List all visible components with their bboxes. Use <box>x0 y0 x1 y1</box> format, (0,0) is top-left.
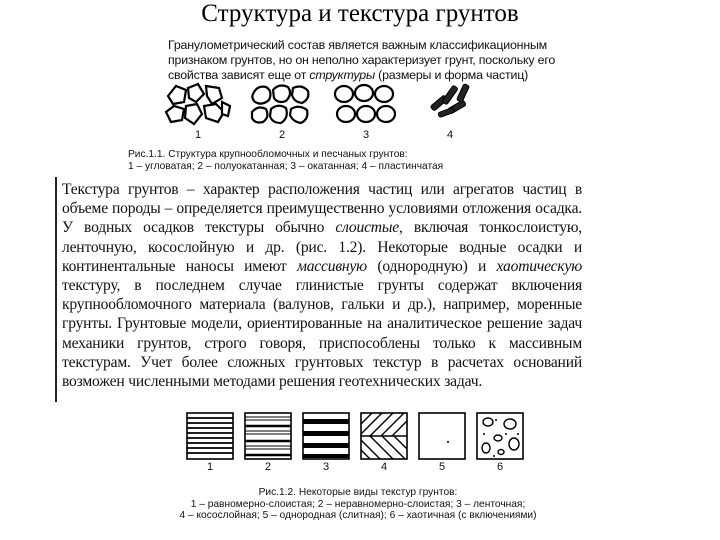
angular-grains-drawing <box>164 82 232 128</box>
margin-rule <box>55 177 57 402</box>
texture-emphasis-layered: слоистые <box>335 219 399 237</box>
structure-platy <box>416 82 484 142</box>
non-uniform-layered-drawing <box>244 412 292 460</box>
texture-text-1: Текстура грунтов – характер расположения частиц или агрегатов частиц в объеме породы – определяется преимущественно условиями отложения осадка. У водных осадков текстуры обычно <box>62 181 582 237</box>
texture-chaotic-inclusions <box>476 412 524 474</box>
figure-2-caption-line-1: 1 – равномерно-слоистая; 2 – неравномерно-слоистая; 3 – ленточная; <box>190 498 526 510</box>
structure-number: 2 <box>278 129 286 141</box>
figure-1-caption-body: 1 – угловатая; 2 – полуокатанная; 3 – окатанная; 4 – пластинчатая <box>128 160 444 172</box>
homogeneous-drawing <box>418 412 466 460</box>
structure-angular <box>164 82 232 142</box>
structure-number: 3 <box>362 129 370 141</box>
intro-text-end: (размеры и форма частиц) <box>374 68 529 82</box>
figure-1-structures <box>164 82 484 142</box>
structure-number: 1 <box>194 129 202 141</box>
texture-banded <box>302 412 350 474</box>
structure-rounded <box>332 82 400 142</box>
uniform-layered-drawing <box>186 412 234 460</box>
intro-text-start: Гранулометрический состав является важным классификационным признаком грунтов, но он неполно характеризует грунт, поскольку его свойства зависят еще от <box>168 38 556 82</box>
texture-uniform-layered <box>186 412 234 474</box>
texture-number: 3 <box>322 461 330 473</box>
texture-number: 6 <box>496 461 504 473</box>
texture-emphasis-massive: массивную <box>296 257 367 275</box>
figure-2-caption-title: Рис.1.2. Некоторые виды текстур грунтов: <box>258 487 458 498</box>
intro-emphasis-structure: структуры <box>309 68 375 82</box>
texture-homogeneous <box>418 412 466 474</box>
texture-paragraph <box>62 180 582 391</box>
structure-semi-rounded <box>248 82 316 142</box>
banded-drawing <box>302 412 350 460</box>
figure-1-caption-title: Рис.1.1. Структура крупнообломочных и песчаных грунтов: <box>128 149 408 160</box>
cross-bedded-drawing <box>360 412 408 460</box>
structure-number: 4 <box>446 129 454 141</box>
texture-cross-bedded <box>360 412 408 474</box>
texture-text-3: (однородную) и <box>366 257 497 275</box>
texture-number: 2 <box>264 461 272 473</box>
figure-2-textures <box>186 412 524 474</box>
texture-number: 1 <box>206 461 214 473</box>
intro-paragraph <box>168 38 588 83</box>
texture-non-uniform-layered <box>244 412 292 474</box>
texture-emphasis-chaotic: хаотическую <box>496 257 582 275</box>
semi-rounded-grains-drawing <box>248 82 316 128</box>
texture-number: 5 <box>438 461 446 473</box>
slide-title: Структура и текстура грунтов <box>201 0 519 27</box>
texture-number: 4 <box>380 461 388 473</box>
chaotic-inclusions-drawing <box>476 412 524 460</box>
figure-2-caption-line-2: 4 – косослойная; 5 – однородная (слитная); 6 – хаотичная (с включениями) <box>179 510 537 522</box>
platy-grains-drawing <box>416 82 484 128</box>
texture-text-2: , включая тонкослоистую, ленточную, косослойную и др. (рис. 1.2). Некоторые водные осадки и континентальные наносы имеют <box>62 219 582 275</box>
figure-1-caption <box>128 149 588 172</box>
rounded-grains-drawing <box>332 82 400 128</box>
texture-text-4: текстуру, в последнем случае глинистые грунты содержат включения крупнообломочного материала (валунов, гальки и др.), например, моренные грунты. Грунтовые модели, ориентированные на аналитическое решение задач механики грунтов, строго говоря, приспособлены только к массивным текстурам. Учет более сложных грунтовых текстур в расчетах оснований возможен численными методами решения геотехнических задач. <box>62 277 582 391</box>
figure-2-caption <box>148 487 568 522</box>
